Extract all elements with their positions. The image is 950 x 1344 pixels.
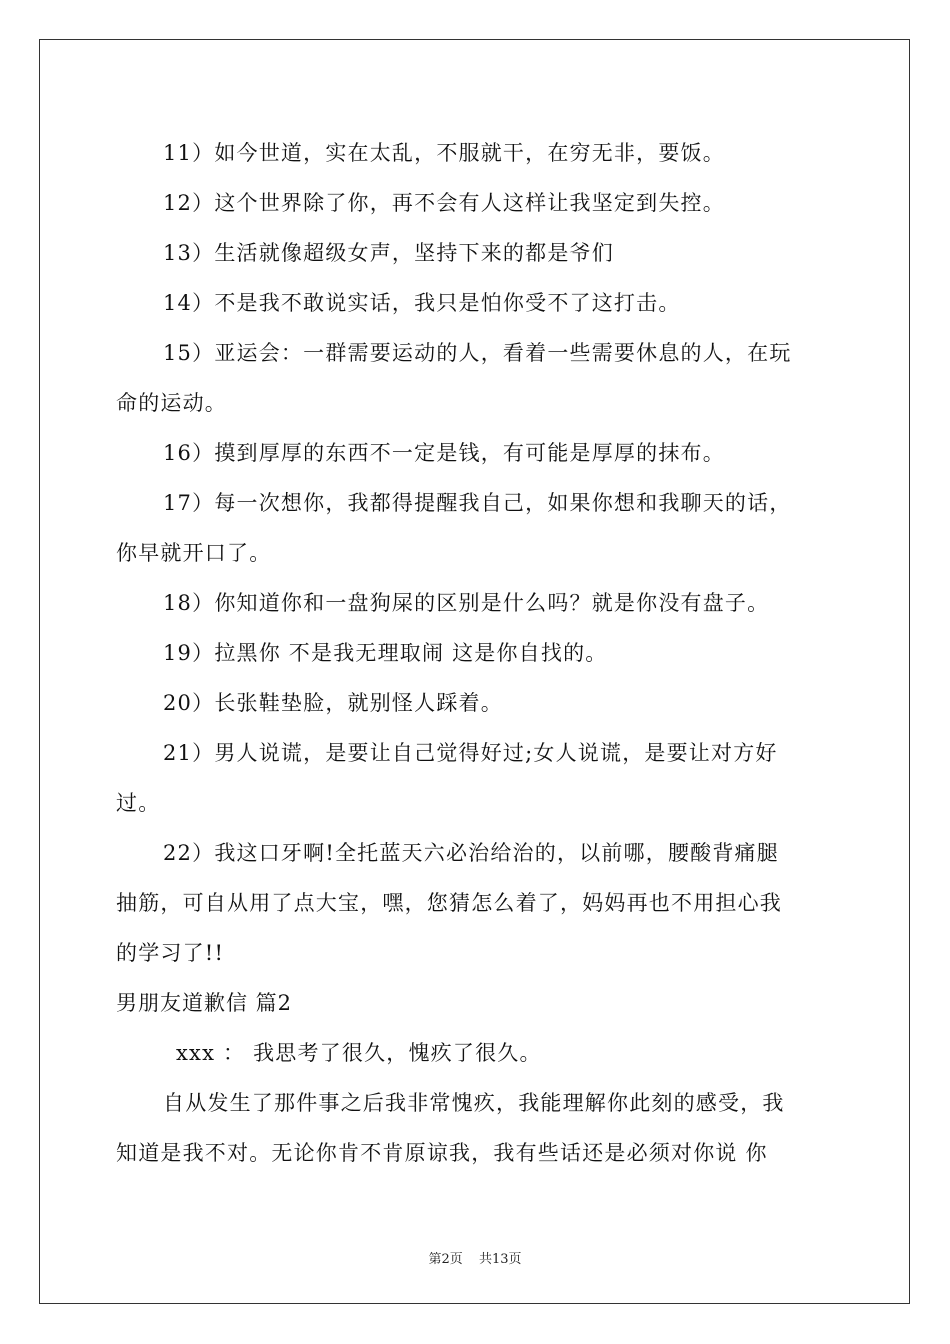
text-line: 13）生活就像超级女声，坚持下来的都是爷们 [163,241,614,265]
text-line: 20）长张鞋垫脸，就别怪人踩着。 [163,691,503,715]
text-line: 你早就开口了。 [116,541,272,565]
total-pages: 共13页 [478,1252,522,1267]
text-line: 12）这个世界除了你，再不会有人这样让我坚定到失控。 [163,191,725,215]
text-line: 过。 [116,791,161,815]
text-line: 15）亚运会：一群需要运动的人，看着一些需要休息的人，在玩 [163,341,792,365]
text-line: 知道是我不对。无论你肯不肯原谅我，我有些话还是必须对你说 你 [116,1141,768,1165]
text-line: 抽筋，可自从用了点大宝，嘿，您猜怎么着了，妈妈再也不用担心我 [116,891,782,915]
text-line: 18）你知道你和一盘狗屎的区别是什么吗？就是你没有盘子。 [163,591,770,615]
text-line: 的学习了!! [116,941,225,965]
text-line: 11）如今世道，实在太乱，不服就干，在穷无非，要饭。 [163,141,725,165]
text-line: 21）男人说谎，是要让自己觉得好过;女人说谎，是要让对方好 [163,741,778,765]
text-line: 17）每一次想你，我都得提醒我自己，如果你想和我聊天的话， [163,491,792,515]
text-line: 命的运动。 [116,391,227,415]
document-body [116,128,836,1178]
text-line: 自从发生了那件事之后我非常愧疚，我能理解你此刻的感受，我 [163,1091,785,1115]
text-line: 14）不是我不敢说实话，我只是怕你受不了这打击。 [163,291,681,315]
text-line: 19）拉黑你 不是我无理取闹 这是你自找的。 [163,641,608,665]
text-line: 22）我这口牙啊!全托蓝天六必治给治的，以前哪，腰酸背痛腿 [163,841,779,865]
text-line: 16）摸到厚厚的东西不一定是钱，有可能是厚厚的抹布。 [163,441,725,465]
page-number: 第2页 [428,1252,463,1267]
section-heading: 男朋友道歉信 篇2 [116,991,293,1015]
page-footer [0,1248,950,1267]
greeting-line: xxx ： 我思考了很久，愧疚了很久。 [176,1041,542,1065]
